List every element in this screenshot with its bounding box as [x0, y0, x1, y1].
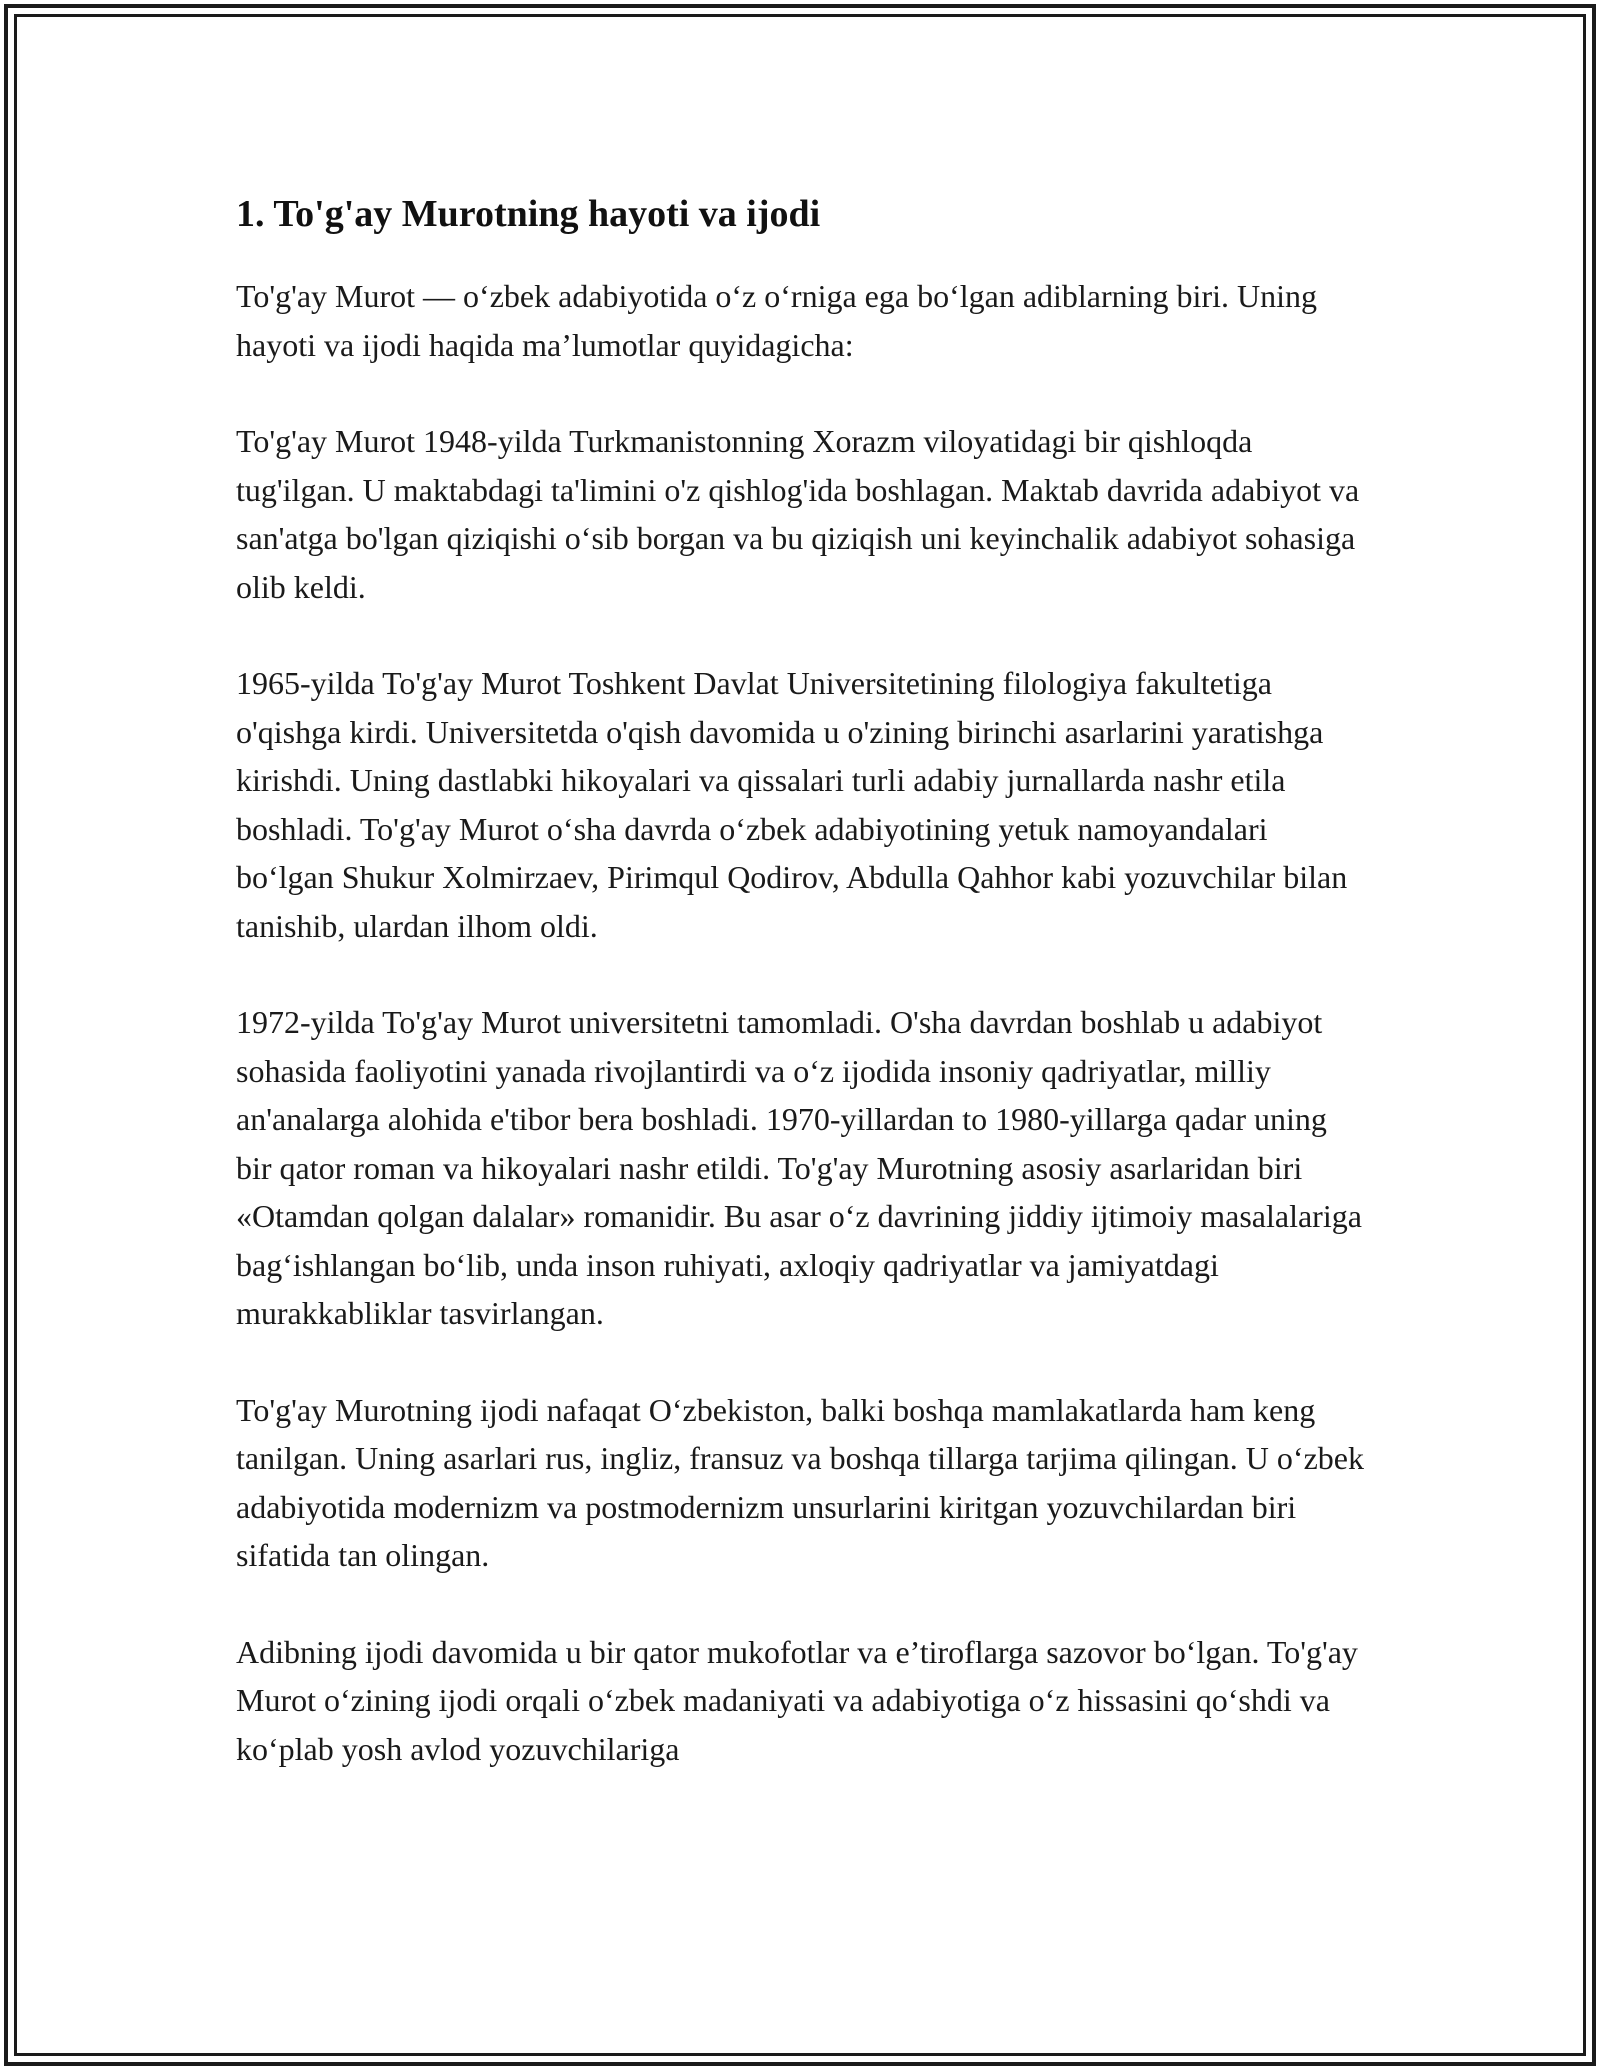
paragraph-university: 1965-yilda To'g'ay Murot Toshkent Davlat Universitetining filologiya fakultetiga o'qishga kirdi. Universitetda o'qish davomida u o'zining birinchi asarlarini yaratishga kirishdi. Uning dastlabki hikoyalari va qissalari turli adabiy jurnallarda nashr etila boshladi. To'g'ay Murot oʻsha davrda oʻzbek adabiyotining yetuk namoyandalari boʻlgan Shukur Xolmirzaev, Pirimqul Qodirov, Abdulla Qahhor kabi yozuvchilar bilan tanishib, ulardan ilhom oldi.: [236, 665, 1348, 944]
paragraph-awards: Adibning ijodi davomida u bir qator mukofotlar va e’tiroflarga sazovor boʻlgan. To'g'ay Murot oʻzining ijodi orqali oʻzbek madaniyati va adabiyotiga oʻz hissasini qoʻshdi va koʻplab yosh avlod yozuvchilariga: [236, 1633, 1358, 1767]
document-title: 1. To'g'ay Murotning hayoti va ijodi: [236, 193, 821, 235]
paragraph-career: 1972-yilda To'g'ay Murot universitetni tamomladi. O'sha davrdan boshlab u adabiyot sohasida faoliyotini yanada rivojlantirdi va oʻz ijodida insoniy qadriyatlar, milliy an'analarga alohida e'tibor bera boshladi. 1970-yillardan to 1980-yillarga qadar uning bir qator roman va hikoyalari nashr etildi. To'g'ay Murotning asosiy asarlaridan biri «Otamdan qolgan dalalar» romanidir. Bu asar oʻz davrining jiddiy ijtimoiy masalalariga bagʻishlangan boʻlib, unda inson ruhiyati, axloqiy qadriyatlar va jamiyatdagi murakkabliklar tasvirlangan.: [236, 1004, 1362, 1331]
document-body: [236, 188, 1366, 1821]
paragraph-intro: To'g'ay Murot — oʻzbek adabiyotida oʻz oʻrniga ega boʻlgan adiblarning biri. Uning hayoti va ijodi haqida maʼlumotlar quyidagicha:: [236, 278, 1317, 363]
paragraph-childhood: To'g'ay Murot 1948-yilda Turkmanistonning Xorazm viloyatidagi bir qishloqda tug'ilgan. U maktabdagi ta'limini o'z qishlog'ida boshlagan. Maktab davrida adabiyot va san'atga bo'lgan qiziqishi oʻsib borgan va bu qiziqish uni keyinchalik adabiyot sohasiga olib keldi.: [236, 423, 1360, 605]
paragraph-recognition: To'g'ay Murotning ijodi nafaqat Oʻzbekiston, balki boshqa mamlakatlarda ham keng tanilgan. Uning asarlari rus, ingliz, fransuz va boshqa tillarga tarjima qilingan. U oʻzbek adabiyotida modernizm va postmodernizm unsurlarini kiritgan yozuvchilardan biri sifatida tan olingan.: [236, 1391, 1364, 1573]
